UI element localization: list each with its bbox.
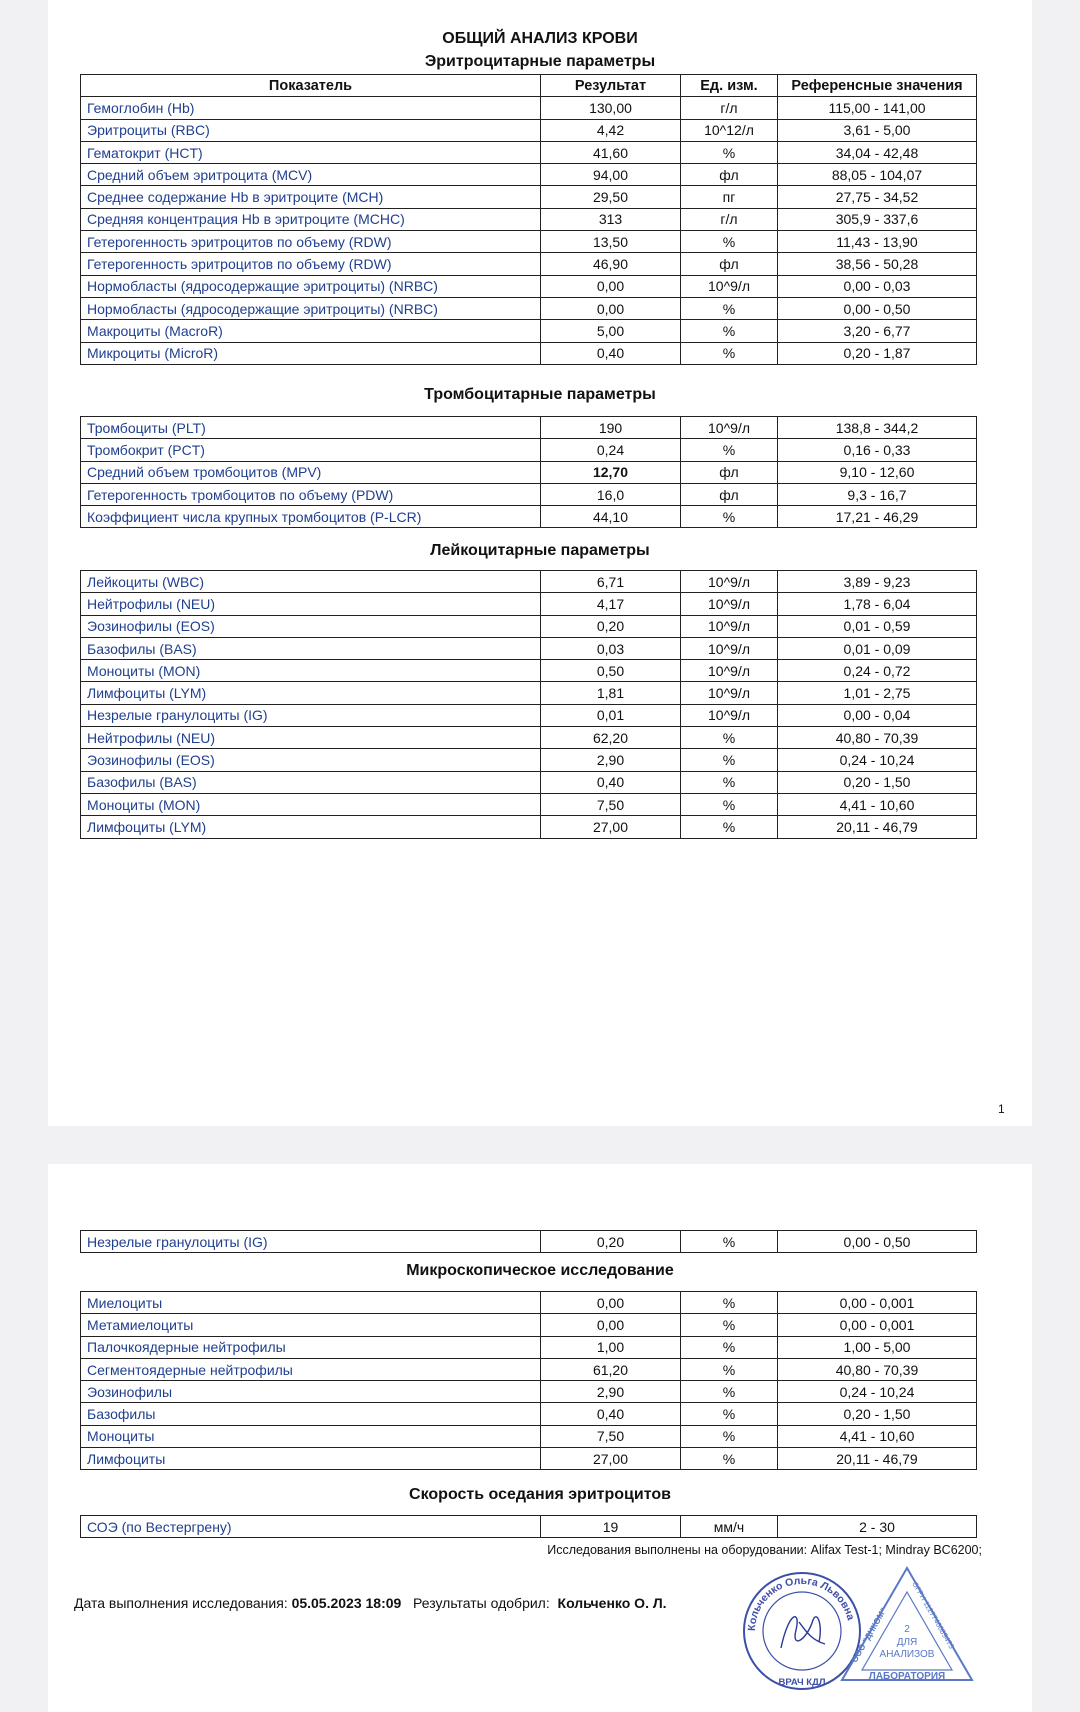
cell-indicator: Макроциты (MacroR) <box>81 320 541 342</box>
cell-unit: 10^9/л <box>681 704 778 726</box>
cell-indicator: Среднее содержание Hb в эритроците (MCH) <box>81 186 541 208</box>
lab-stamp-bottom-text: ЛАБОРАТОРИЯ <box>868 1671 946 1682</box>
table-row <box>81 682 977 704</box>
cell-result: 0,01 <box>541 704 681 726</box>
table-row <box>81 253 977 275</box>
cell-result: 0,50 <box>541 660 681 682</box>
cell-reference: 0,20 - 1,87 <box>778 342 977 364</box>
cell-result: 0,00 <box>541 275 681 297</box>
cell-result: 61,20 <box>541 1358 681 1380</box>
cell-result: 0,00 <box>541 1314 681 1336</box>
cell-indicator: Эозинофилы (EOS) <box>81 749 541 771</box>
table-row <box>81 1336 977 1358</box>
cell-indicator: СОЭ (по Вестергрену) <box>81 1516 541 1538</box>
cell-reference: 17,21 - 46,29 <box>778 506 977 528</box>
erythro-table <box>80 74 977 365</box>
cell-indicator: Коэффициент числа крупных тромбоцитов (P-LCR) <box>81 506 541 528</box>
cell-result: 7,50 <box>541 793 681 815</box>
cell-reference: 40,80 - 70,39 <box>778 1358 977 1380</box>
cell-indicator: Средний объем тромбоцитов (MPV) <box>81 461 541 483</box>
table-row <box>81 1516 977 1538</box>
cell-result: 16,0 <box>541 483 681 505</box>
cell-indicator: Гетерогенность эритроцитов по объему (RDW) <box>81 231 541 253</box>
cell-indicator: Миелоциты <box>81 1292 541 1314</box>
cell-reference: 3,20 - 6,77 <box>778 320 977 342</box>
table-header-row <box>81 75 977 97</box>
header-indicator: Показатель <box>81 75 541 97</box>
table-row <box>81 342 977 364</box>
cell-unit: % <box>681 1358 778 1380</box>
cell-result: 0,40 <box>541 342 681 364</box>
cell-result: 5,00 <box>541 320 681 342</box>
cell-indicator: Незрелые гранулоциты (IG) <box>81 1231 541 1253</box>
micro-rows <box>81 1292 977 1470</box>
cell-reference: 0,00 - 0,001 <box>778 1292 977 1314</box>
cell-indicator: Базофилы <box>81 1403 541 1425</box>
document-title: ОБЩИЙ АНАЛИЗ КРОВИ <box>442 30 638 47</box>
cell-reference: 0,16 - 0,33 <box>778 439 977 461</box>
cell-reference: 2 - 30 <box>778 1516 977 1538</box>
cell-reference: 0,20 - 1,50 <box>778 771 977 793</box>
cell-reference: 4,41 - 10,60 <box>778 793 977 815</box>
cell-reference: 0,01 - 0,59 <box>778 615 977 637</box>
cell-result: 0,03 <box>541 637 681 659</box>
table-row <box>81 1403 977 1425</box>
table-row <box>81 1292 977 1314</box>
cell-indicator: Метамиелоциты <box>81 1314 541 1336</box>
table-row <box>81 1425 977 1447</box>
cell-result: 27,00 <box>541 816 681 838</box>
esr-rows <box>81 1516 977 1538</box>
table-row <box>81 660 977 682</box>
cell-unit: г/л <box>681 208 778 230</box>
table-row <box>81 816 977 838</box>
cell-reference: 38,56 - 50,28 <box>778 253 977 275</box>
cell-unit: фл <box>681 461 778 483</box>
cell-indicator: Эритроциты (RBC) <box>81 119 541 141</box>
cell-unit: % <box>681 749 778 771</box>
table-row <box>81 793 977 815</box>
cell-reference: 1,01 - 2,75 <box>778 682 977 704</box>
cell-indicator: Моноциты (MON) <box>81 793 541 815</box>
table-row <box>81 164 977 186</box>
cell-reference: 0,24 - 10,24 <box>778 749 977 771</box>
date-value: 05.05.2023 18:09 <box>291 1595 402 1611</box>
lab-stamp-right-text: ОГРН 1127746089475 <box>910 1579 957 1651</box>
cell-indicator: Гетерогенность эритроцитов по объему (RDW) <box>81 253 541 275</box>
cell-unit: % <box>681 771 778 793</box>
cell-unit: % <box>681 1448 778 1470</box>
cell-result: 94,00 <box>541 164 681 186</box>
cell-unit: 10^9/л <box>681 660 778 682</box>
cell-reference: 34,04 - 42,48 <box>778 141 977 163</box>
table-row <box>81 1381 977 1403</box>
lab-stamp-left-text: ООО "ДНКОМ" <box>849 1605 889 1665</box>
cell-result: 0,20 <box>541 615 681 637</box>
cell-result: 27,00 <box>541 1448 681 1470</box>
cell-result: 0,00 <box>541 297 681 319</box>
cell-indicator: Моноциты (MON) <box>81 660 541 682</box>
table-row <box>81 727 977 749</box>
cell-result: 19 <box>541 1516 681 1538</box>
cell-unit: % <box>681 1292 778 1314</box>
cell-result: 6,71 <box>541 571 681 593</box>
cell-unit: 10^12/л <box>681 119 778 141</box>
cell-unit: 10^9/л <box>681 637 778 659</box>
leuko-table <box>80 570 977 839</box>
cell-unit: % <box>681 506 778 528</box>
cell-reference: 0,00 - 0,50 <box>778 1231 977 1253</box>
cell-result: 7,50 <box>541 1425 681 1447</box>
cell-indicator: Гетерогенность тромбоцитов по объему (PDW) <box>81 483 541 505</box>
cell-unit: % <box>681 1314 778 1336</box>
cell-result: 2,90 <box>541 749 681 771</box>
table-row <box>81 483 977 505</box>
cell-indicator: Сегментоядерные нейтрофилы <box>81 1358 541 1380</box>
footer-line <box>74 1595 667 1611</box>
cell-unit: % <box>681 727 778 749</box>
cell-indicator: Нейтрофилы (NEU) <box>81 727 541 749</box>
cell-result: 313 <box>541 208 681 230</box>
cell-result: 0,40 <box>541 771 681 793</box>
cell-reference: 0,24 - 10,24 <box>778 1381 977 1403</box>
cell-reference: 0,01 - 0,09 <box>778 637 977 659</box>
cell-reference: 20,11 - 46,79 <box>778 1448 977 1470</box>
cell-reference: 0,24 - 0,72 <box>778 660 977 682</box>
table-row <box>81 231 977 253</box>
cell-reference: 9,3 - 16,7 <box>778 483 977 505</box>
cell-reference: 0,20 - 1,50 <box>778 1403 977 1425</box>
leuko-cont-rows <box>81 1231 977 1253</box>
section-title-esr: Скорость оседания эритроцитов <box>409 1486 671 1503</box>
table-row <box>81 771 977 793</box>
document-page-2 <box>48 1164 1032 1712</box>
cell-reference: 40,80 - 70,39 <box>778 727 977 749</box>
table-row <box>81 461 977 483</box>
cell-unit: 10^9/л <box>681 417 778 439</box>
cell-indicator: Нейтрофилы (NEU) <box>81 593 541 615</box>
cell-reference: 9,10 - 12,60 <box>778 461 977 483</box>
erythro-rows <box>81 97 977 365</box>
cell-reference: 0,00 - 0,001 <box>778 1314 977 1336</box>
table-row <box>81 506 977 528</box>
cell-unit: % <box>681 1381 778 1403</box>
table-row <box>81 141 977 163</box>
approved-value: Кольченко О. Л. <box>557 1595 667 1611</box>
cell-reference: 115,00 - 141,00 <box>778 97 977 119</box>
micro-table <box>80 1291 977 1470</box>
cell-reference: 27,75 - 34,52 <box>778 186 977 208</box>
table-row <box>81 208 977 230</box>
section-title-micro: Микроскопическое исследование <box>406 1262 674 1279</box>
cell-indicator: Незрелые гранулоциты (IG) <box>81 704 541 726</box>
esr-table <box>80 1515 977 1538</box>
cell-reference: 1,00 - 5,00 <box>778 1336 977 1358</box>
cell-result: 1,00 <box>541 1336 681 1358</box>
cell-result: 12,70 <box>541 461 681 483</box>
cell-result: 13,50 <box>541 231 681 253</box>
cell-result: 1,81 <box>541 682 681 704</box>
cell-indicator: Лейкоциты (WBC) <box>81 571 541 593</box>
cell-reference: 88,05 - 104,07 <box>778 164 977 186</box>
cell-result: 4,17 <box>541 593 681 615</box>
cell-indicator: Тромбоциты (PLT) <box>81 417 541 439</box>
cell-unit: фл <box>681 483 778 505</box>
cell-result: 0,24 <box>541 439 681 461</box>
cell-result: 4,42 <box>541 119 681 141</box>
cell-unit: 10^9/л <box>681 593 778 615</box>
cell-indicator: Микроциты (MicroR) <box>81 342 541 364</box>
table-row <box>81 749 977 771</box>
cell-unit: % <box>681 439 778 461</box>
cell-unit: фл <box>681 164 778 186</box>
table-row <box>81 1448 977 1470</box>
cell-result: 2,90 <box>541 1381 681 1403</box>
cell-indicator: Моноциты <box>81 1425 541 1447</box>
cell-reference: 0,00 - 0,03 <box>778 275 977 297</box>
cell-indicator: Гемоглобин (Hb) <box>81 97 541 119</box>
stamp-bottom-text: ВРАЧ КДЛ <box>778 1677 826 1688</box>
signature-icon <box>781 1617 825 1648</box>
table-row <box>81 1314 977 1336</box>
cell-unit: % <box>681 1425 778 1447</box>
cell-unit: % <box>681 816 778 838</box>
cell-result: 130,00 <box>541 97 681 119</box>
cell-unit: 10^9/л <box>681 275 778 297</box>
cell-unit: фл <box>681 253 778 275</box>
table-row <box>81 275 977 297</box>
cell-reference: 20,11 - 46,79 <box>778 816 977 838</box>
cell-unit: % <box>681 1403 778 1425</box>
header-unit: Ед. изм. <box>681 75 778 97</box>
cell-unit: % <box>681 342 778 364</box>
cell-indicator: Эозинофилы <box>81 1381 541 1403</box>
cell-indicator: Эозинофилы (EOS) <box>81 615 541 637</box>
table-row <box>81 1358 977 1380</box>
lab-stamp-middle-2: АНАЛИЗОВ <box>879 1649 935 1660</box>
cell-indicator: Нормобласты (ядросодержащие эритроциты) (NRBC) <box>81 297 541 319</box>
equipment-note: Исследования выполнены на оборудовании: Alifax Test-1; Mindray BC6200; <box>547 1543 982 1557</box>
section-title-thrombo: Тромбоцитарные параметры <box>424 386 656 403</box>
cell-result: 29,50 <box>541 186 681 208</box>
cell-unit: 10^9/л <box>681 571 778 593</box>
document-page-1 <box>48 0 1032 1126</box>
cell-indicator: Лимфоциты (LYM) <box>81 682 541 704</box>
table-row <box>81 1231 977 1253</box>
table-row <box>81 615 977 637</box>
table-row <box>81 320 977 342</box>
approved-label: Результаты одобрил: <box>413 1595 550 1611</box>
cell-indicator: Лимфоциты <box>81 1448 541 1470</box>
cell-result: 0,20 <box>541 1231 681 1253</box>
cell-result: 44,10 <box>541 506 681 528</box>
table-row <box>81 119 977 141</box>
cell-reference: 0,00 - 0,04 <box>778 704 977 726</box>
lab-stamp-middle-1: ДЛЯ <box>896 1637 918 1648</box>
thrombo-rows <box>81 417 977 528</box>
leuko-cont-table <box>80 1230 977 1253</box>
table-row <box>81 637 977 659</box>
cell-indicator: Средняя концентрация Hb в эритроците (MCHC) <box>81 208 541 230</box>
cell-result: 41,60 <box>541 141 681 163</box>
cell-unit: % <box>681 320 778 342</box>
table-row <box>81 593 977 615</box>
cell-unit: мм/ч <box>681 1516 778 1538</box>
table-row <box>81 417 977 439</box>
cell-result: 190 <box>541 417 681 439</box>
thrombo-table <box>80 416 977 528</box>
cell-unit: г/л <box>681 97 778 119</box>
lab-stamp-icon <box>838 1562 976 1686</box>
cell-unit: % <box>681 1231 778 1253</box>
cell-indicator: Лимфоциты (LYM) <box>81 816 541 838</box>
cell-reference: 4,41 - 10,60 <box>778 1425 977 1447</box>
cell-reference: 138,8 - 344,2 <box>778 417 977 439</box>
cell-reference: 3,89 - 9,23 <box>778 571 977 593</box>
cell-indicator: Средний объем эритроцита (MCV) <box>81 164 541 186</box>
table-row <box>81 186 977 208</box>
table-row <box>81 297 977 319</box>
cell-unit: % <box>681 141 778 163</box>
section-title-leuko: Лейкоцитарные параметры <box>430 542 650 559</box>
stamp-ring-text: Кольченко Ольга Львовна <box>745 1574 857 1632</box>
cell-indicator: Тромбокрит (PCT) <box>81 439 541 461</box>
lab-stamp-number: 2 <box>904 1624 910 1635</box>
cell-indicator: Нормобласты (ядросодержащие эритроциты) (NRBC) <box>81 275 541 297</box>
header-result: Результат <box>541 75 681 97</box>
table-row <box>81 97 977 119</box>
page-number: 1 <box>998 1102 1005 1116</box>
cell-unit: % <box>681 1336 778 1358</box>
cell-result: 0,40 <box>541 1403 681 1425</box>
cell-result: 46,90 <box>541 253 681 275</box>
cell-reference: 0,00 - 0,50 <box>778 297 977 319</box>
cell-unit: пг <box>681 186 778 208</box>
table-row <box>81 704 977 726</box>
cell-result: 0,00 <box>541 1292 681 1314</box>
date-label: Дата выполнения исследования: <box>74 1595 288 1611</box>
cell-indicator: Гематокрит (HCT) <box>81 141 541 163</box>
cell-unit: % <box>681 793 778 815</box>
section-title-erythro: Эритроцитарные параметры <box>424 53 656 70</box>
table-row <box>81 439 977 461</box>
cell-reference: 305,9 - 337,6 <box>778 208 977 230</box>
cell-reference: 1,78 - 6,04 <box>778 593 977 615</box>
cell-indicator: Палочкоядерные нейтрофилы <box>81 1336 541 1358</box>
cell-indicator: Базофилы (BAS) <box>81 637 541 659</box>
leuko-rows <box>81 571 977 839</box>
cell-unit: % <box>681 231 778 253</box>
table-row <box>81 571 977 593</box>
cell-reference: 11,43 - 13,90 <box>778 231 977 253</box>
cell-unit: 10^9/л <box>681 682 778 704</box>
cell-result: 62,20 <box>541 727 681 749</box>
cell-unit: 10^9/л <box>681 615 778 637</box>
header-reference: Референсные значения <box>778 75 977 97</box>
cell-unit: % <box>681 297 778 319</box>
cell-indicator: Базофилы (BAS) <box>81 771 541 793</box>
cell-reference: 3,61 - 5,00 <box>778 119 977 141</box>
